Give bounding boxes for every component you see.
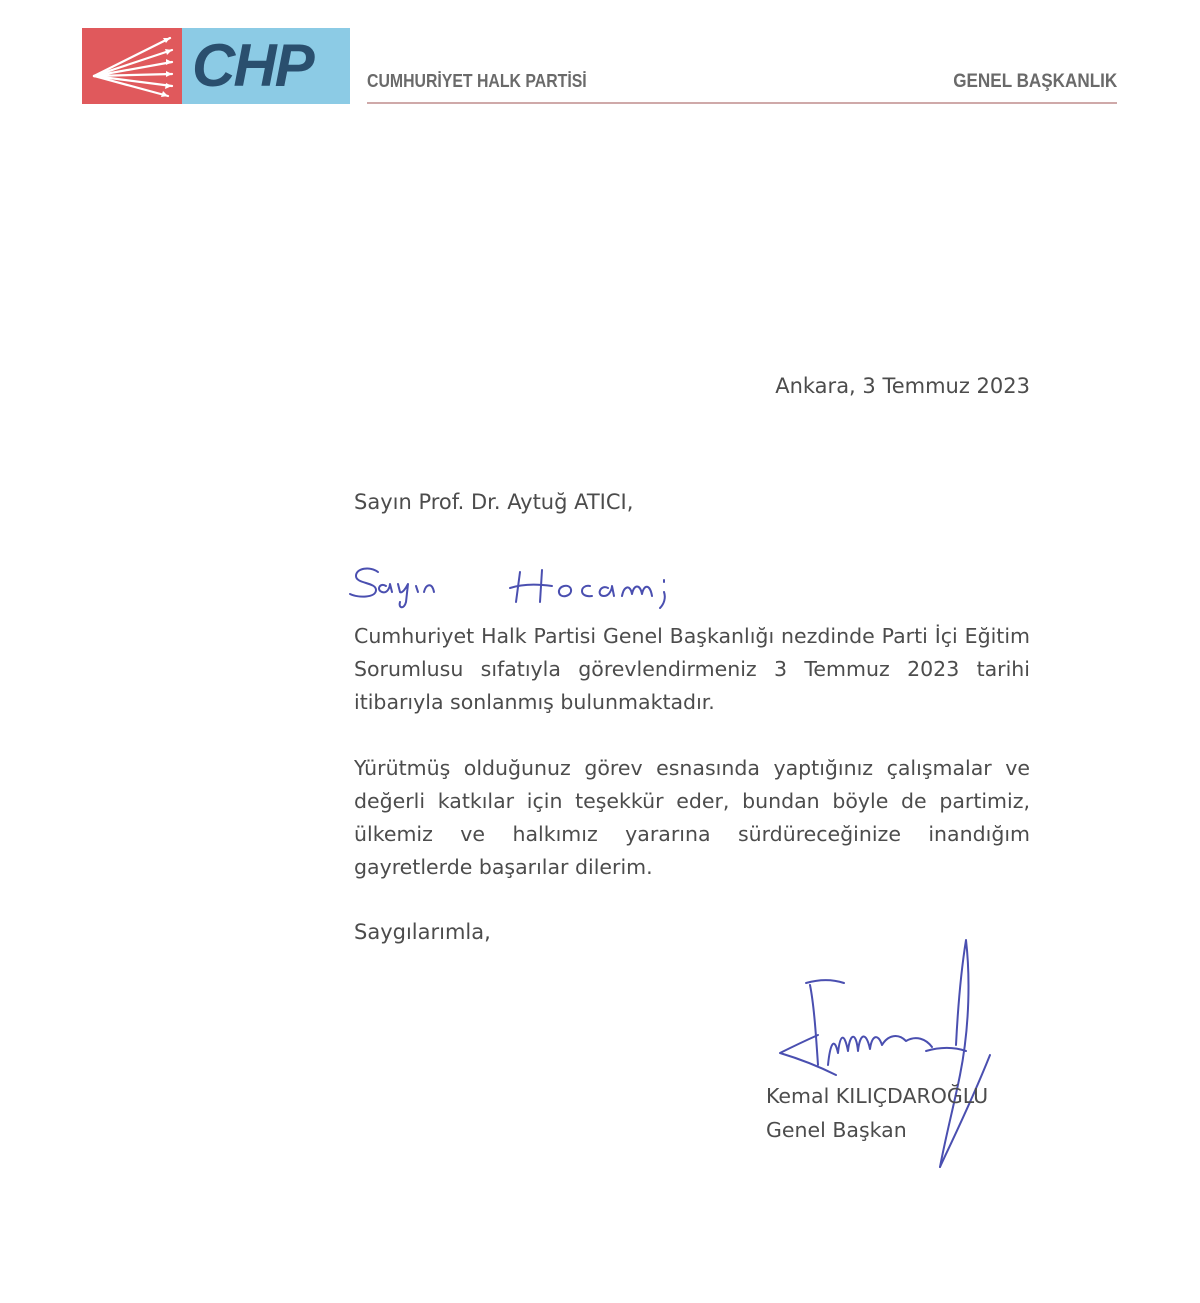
closing: Saygılarımla, (354, 920, 491, 944)
six-arrows-emblem (82, 28, 182, 104)
chp-logo (82, 28, 350, 104)
header-divider (367, 102, 1117, 104)
handwritten-greeting (342, 558, 712, 618)
salutation: Sayın Prof. Dr. Aytuğ ATICI, (354, 490, 634, 514)
unit-name: GENEL BAŞKANLIK (952, 71, 1117, 92)
party-name: CUMHURİYET HALK PARTİSİ (367, 71, 587, 91)
body-paragraph: Yürütmüş olduğunuz görev esnasında yaptığınız çalışmalar ve değerli katkılar için teşekkür eder, bundan böyle de partimiz, ülkemiz ve halkımız yararına sürdüreceğinize inandığım gayretlerde başarılar dilerim. (354, 756, 1030, 879)
letter-date: Ankara, 3 Temmuz 2023 (775, 374, 1030, 398)
body-paragraph: Cumhuriyet Halk Partisi Genel Başkanlığı nezdinde Parti İçi Eğitim Sorumlusu sıfatıyla görevlendirmeniz 3 Temmuz 2023 tarihi itibarıyla sonlanmış bulunmaktadır. (354, 624, 1030, 714)
logo-wordmark: CHP (192, 32, 313, 99)
signer-name: Kemal KILIÇDAROĞLU (766, 1084, 989, 1108)
signer-title: Genel Başkan (766, 1118, 907, 1142)
